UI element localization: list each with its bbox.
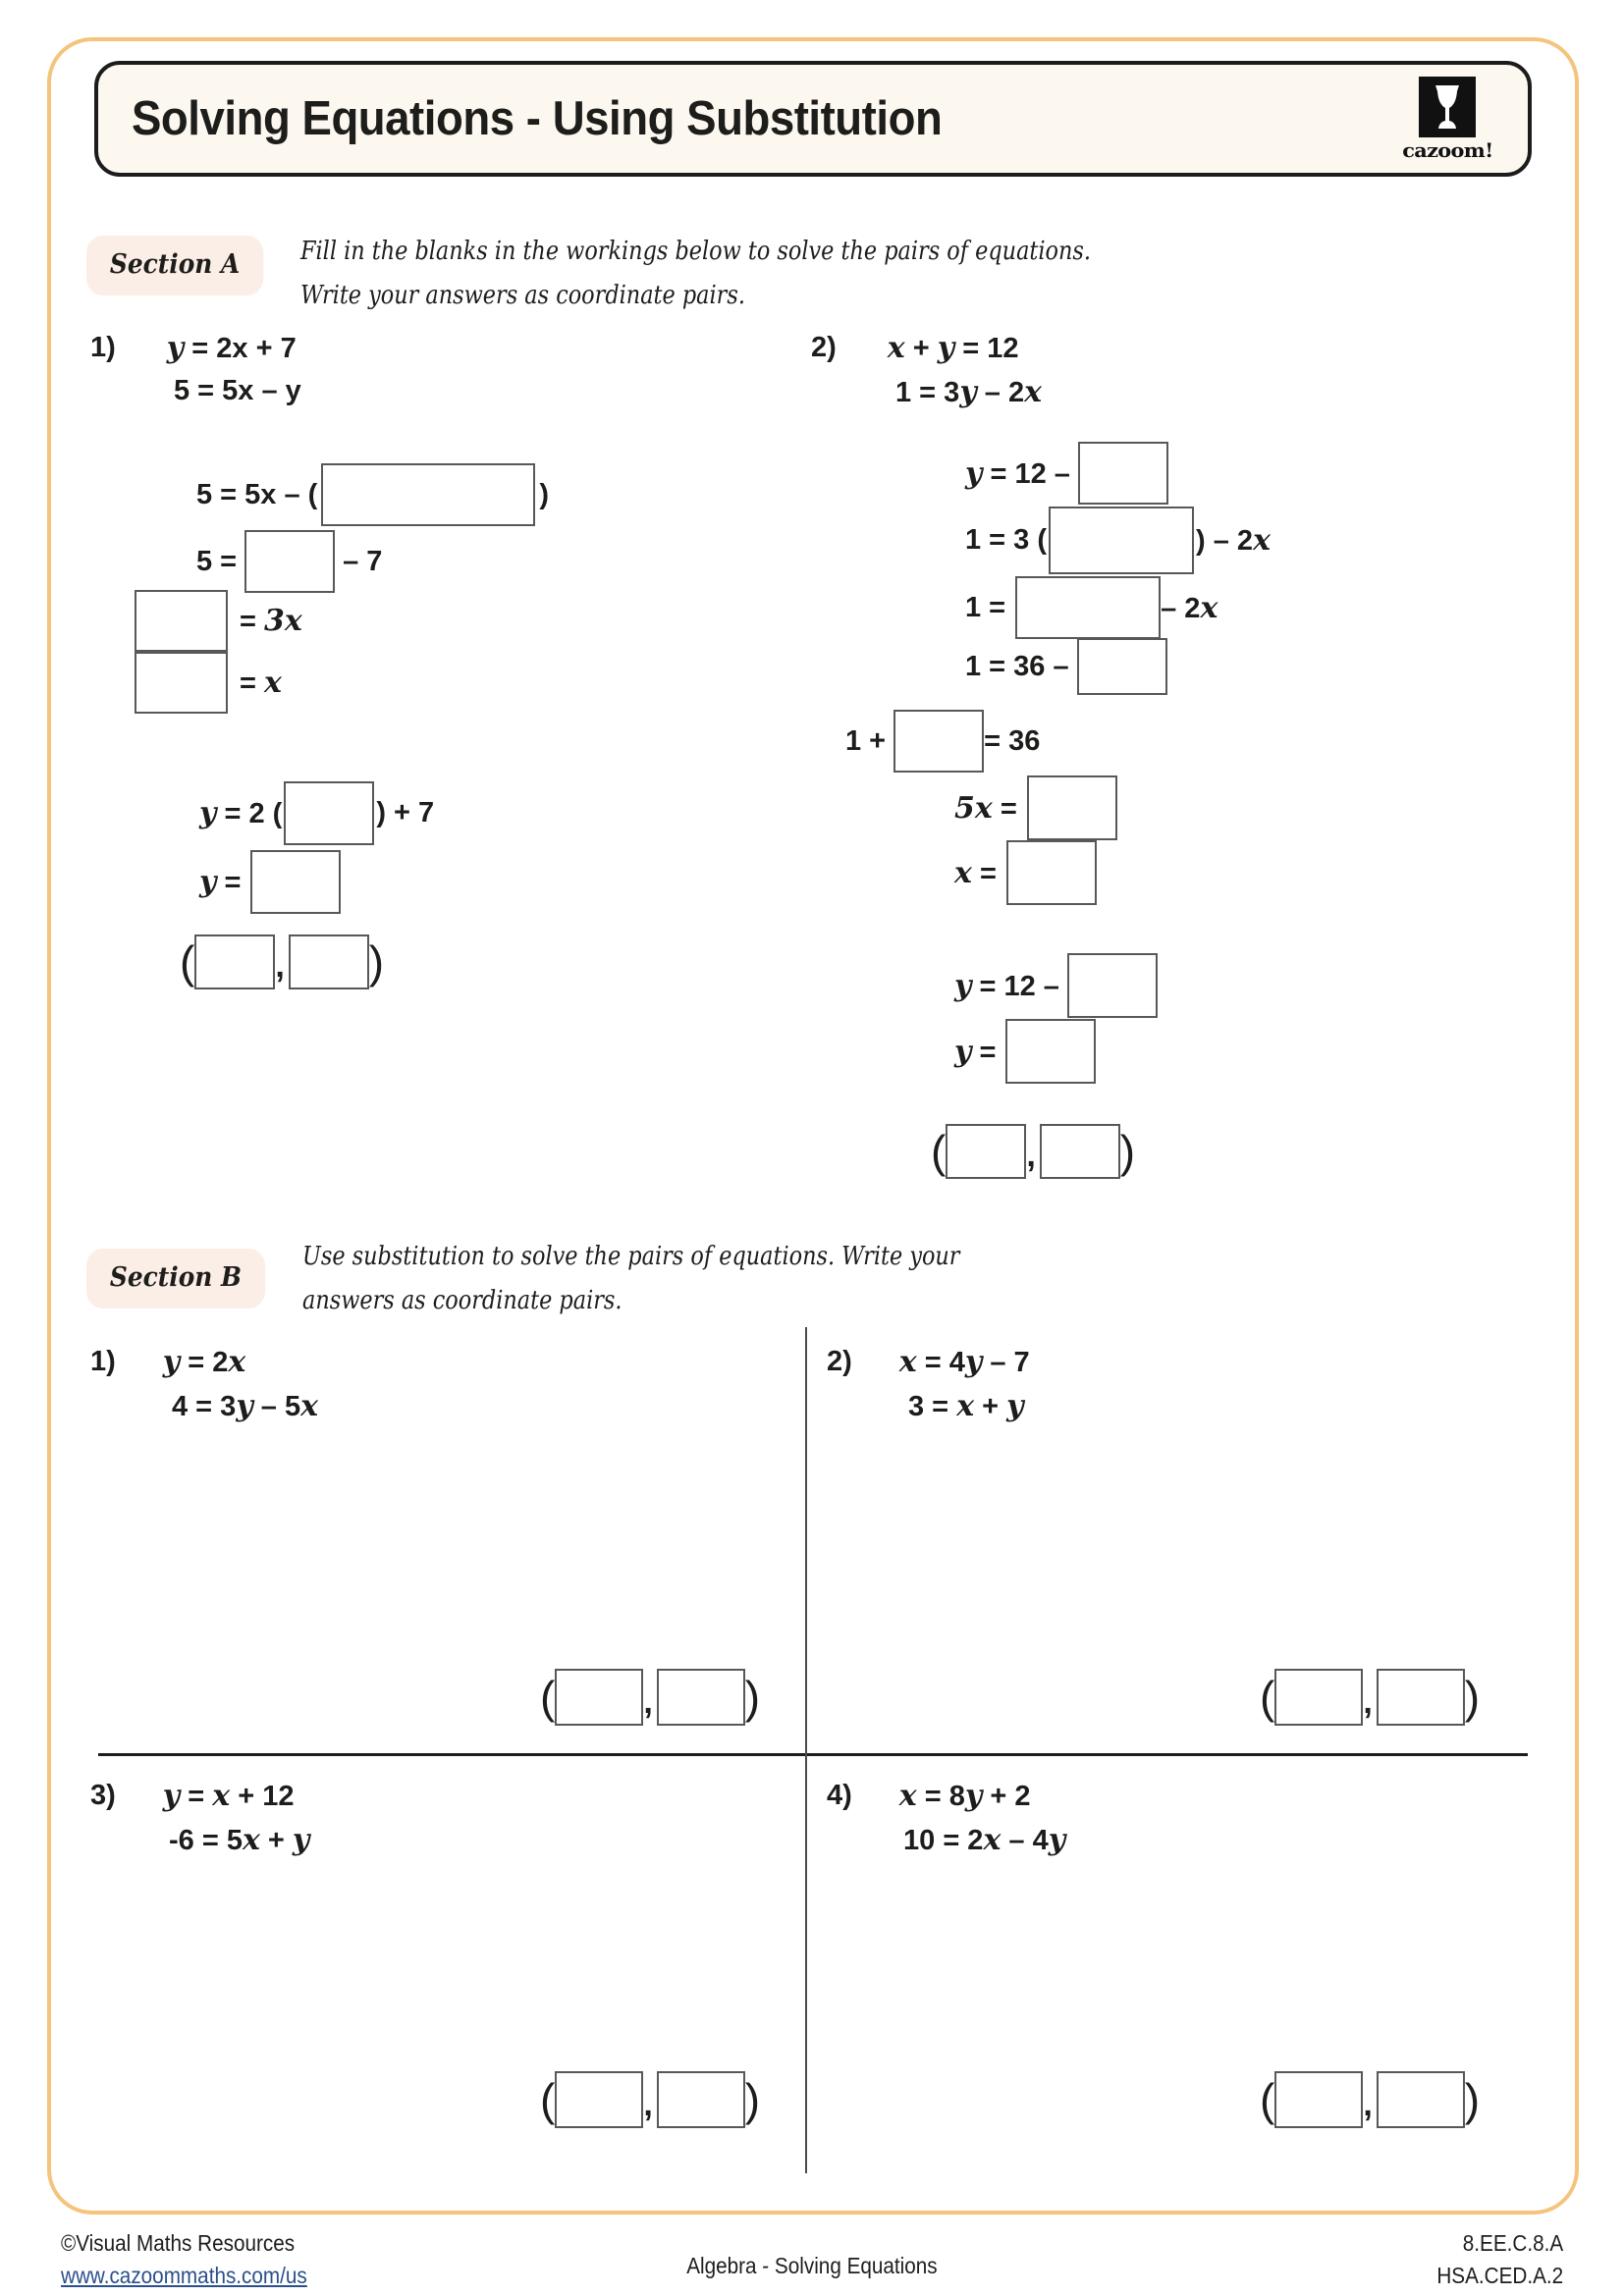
sectionB-q4-answer-comma: , <box>1363 2086 1373 2123</box>
sectionA-q2-step6-prefix: 5x = <box>954 790 1017 826</box>
sectionB-q1-number: 1) <box>90 1346 116 1377</box>
footer-right <box>1423 2230 1563 2289</box>
sectionA-q2-blank-2[interactable] <box>1049 507 1194 574</box>
sectionB-q2-answer-x[interactable] <box>1274 1669 1363 1726</box>
sectionA-q2-blank-6[interactable] <box>1027 775 1117 840</box>
sectionB-q4-paren-close: ) <box>1464 2073 1481 2125</box>
sectionB-q3-answer-pair <box>540 2071 760 2128</box>
sectionA-q1-equation-1: y = 2x + 7 <box>166 331 297 365</box>
sectionA-q1-step5-suffix: ) + 7 <box>376 797 435 828</box>
sectionB-q3-number: 3) <box>90 1780 116 1811</box>
sectionB-q1-answer-pair <box>540 1669 760 1726</box>
sectionA-q2-paren-open: ( <box>931 1125 947 1177</box>
sectionA-q2-answer-pair <box>931 1124 1135 1179</box>
sectionB-q3-answer-comma: , <box>643 2086 653 2123</box>
sectionA-q2-step7-prefix: x = <box>954 855 997 890</box>
section-b-header <box>86 1249 281 1308</box>
sectionB-q3-number-row <box>90 1779 295 1813</box>
sectionB-q1-paren-open: ( <box>540 1671 556 1723</box>
sectionA-q2-step4-prefix: 1 = 36 – <box>965 650 1069 682</box>
sectionA-q2-blank-4[interactable] <box>1077 638 1167 695</box>
sectionA-q2-step2-prefix: 1 = 3 ( <box>965 524 1048 556</box>
sectionB-q1-equation-1: y = 2x <box>162 1345 246 1379</box>
sectionA-q2-equation-2-row <box>895 375 1042 409</box>
sectionA-q1-blank-3[interactable] <box>135 590 228 652</box>
section-a-instruction-line-2: Write your answers as coordinate pairs. <box>300 280 745 310</box>
sectionB-q4-number-row <box>827 1779 1031 1813</box>
section-a-instructions <box>300 234 1219 314</box>
sectionA-q1-paren-close: ) <box>368 935 385 988</box>
sectionA-q1-step1-prefix: 5 = 5x – ( <box>196 478 318 510</box>
sectionB-q2-number-row <box>827 1345 1030 1379</box>
sectionA-q2-blank-5[interactable] <box>893 710 984 773</box>
sectionA-q1-step3-suffix: = 3x <box>240 604 302 638</box>
sectionB-q2-number: 2) <box>827 1346 852 1377</box>
sectionB-q4-equation-2-row <box>903 1823 1065 1857</box>
sectionB-q3-equation-2: -6 = 5x + y <box>169 1823 310 1857</box>
sectionB-q2-answer-y[interactable] <box>1377 1669 1465 1726</box>
sectionA-q2-step-3 <box>965 576 1218 639</box>
sectionA-q2-step-6 <box>954 775 1117 840</box>
sectionB-q1-equation-2: 4 = 3y – 5x <box>172 1389 319 1423</box>
footer-subject: Algebra - Solving Equations <box>686 2253 938 2278</box>
sectionB-q1-number-row <box>90 1345 245 1379</box>
sectionA-q2-answer-comma: , <box>1026 1137 1036 1174</box>
sectionA-q2-step3-prefix: 1 = <box>965 591 1006 623</box>
sectionA-q2-step2-suffix: ) – 2x <box>1196 523 1271 558</box>
sectionB-q4-equation-1: x = 8y + 2 <box>898 1779 1031 1813</box>
section-a-label: Section A <box>86 236 263 295</box>
sectionA-q1-blank-6[interactable] <box>250 850 341 914</box>
sectionB-q1-paren-close: ) <box>744 1671 761 1723</box>
sectionA-q2-step-1 <box>965 442 1168 505</box>
sectionA-q2-step5-prefix: 1 + <box>845 724 887 757</box>
sectionA-q1-number-row <box>90 331 297 365</box>
sectionA-q2-step-5 <box>845 710 1040 773</box>
sectionA-q1-answer-x[interactable] <box>194 934 275 989</box>
sectionB-q3-paren-close: ) <box>744 2073 761 2125</box>
sectionA-q2-step9-prefix: y = <box>954 1034 997 1069</box>
sectionB-q4-answer-x[interactable] <box>1274 2071 1363 2128</box>
sectionB-q2-paren-close: ) <box>1464 1671 1481 1723</box>
sectionA-q2-step8-prefix: y = 12 – <box>954 968 1059 1003</box>
sectionA-q1-step4-suffix: = x <box>240 666 282 700</box>
sectionA-q2-step-8 <box>954 953 1158 1018</box>
footer-website-link[interactable]: www.cazoommaths.com/us <box>61 2263 307 2288</box>
sectionA-q1-blank-1[interactable] <box>321 463 535 526</box>
sectionA-q1-step-1 <box>196 463 549 526</box>
sectionB-q3-equation-1: y = x + 12 <box>162 1779 295 1813</box>
sectionA-q2-blank-3[interactable] <box>1015 576 1161 639</box>
cazoom-logo <box>1392 77 1502 162</box>
sectionA-q1-paren-open: ( <box>180 935 195 988</box>
sectionB-q1-equation-2-row <box>172 1389 318 1423</box>
sectionA-q1-step-3 <box>135 590 302 652</box>
sectionA-q1-step-4 <box>135 652 282 714</box>
sectionA-q2-paren-close: ) <box>1119 1125 1136 1177</box>
footer-standard-code-2: HSA.CED.A.2 <box>1436 2263 1563 2288</box>
sectionA-q2-answer-x[interactable] <box>946 1124 1026 1179</box>
worksheet-title-bar <box>94 61 1532 177</box>
section-b-label: Section B <box>86 1249 265 1308</box>
sectionA-q2-number-row <box>811 331 1019 365</box>
sectionB-q4-number: 4) <box>827 1780 852 1811</box>
sectionB-q2-answer-pair <box>1260 1669 1480 1726</box>
sectionA-q1-step6-prefix: y = <box>199 865 242 899</box>
sectionB-q2-equation-2-row <box>908 1389 1024 1423</box>
sectionA-q1-step5-prefix: y = 2 ( <box>199 796 283 830</box>
sectionA-q1-equation-2-row <box>174 375 301 407</box>
section-b-instructions <box>302 1239 1067 1319</box>
sectionB-q2-equation-1: x = 4y – 7 <box>898 1345 1030 1379</box>
sectionA-q1-blank-2[interactable] <box>244 530 335 593</box>
section-a-header <box>86 236 279 295</box>
sectionA-q2-equation-1: x + y = 12 <box>887 331 1019 365</box>
sectionA-q1-blank-4[interactable] <box>135 652 228 714</box>
section-b-horizontal-divider <box>98 1753 1528 1756</box>
sectionA-q1-answer-comma: , <box>275 947 285 985</box>
sectionA-q2-step-7 <box>954 840 1097 905</box>
sectionA-q2-equation-2: 1 = 3y – 2x <box>895 375 1043 409</box>
sectionA-q1-blank-5[interactable] <box>284 781 374 845</box>
sectionA-q2-number: 2) <box>811 332 837 363</box>
sectionB-q2-paren-open: ( <box>1260 1671 1275 1723</box>
sectionA-q2-blank-7[interactable] <box>1006 840 1097 905</box>
sectionB-q3-answer-y[interactable] <box>657 2071 745 2128</box>
page-title: Solving Equations - Using Substitution <box>132 92 943 145</box>
sectionA-q2-step5-suffix: = 36 <box>984 724 1041 757</box>
sectionA-q1-equation-2: 5 = 5x – y <box>174 375 301 406</box>
sectionB-q1-answer-comma: , <box>643 1683 653 1721</box>
cazoom-wordmark: cazoom! <box>1401 137 1493 162</box>
sectionA-q1-step2-suffix: – 7 <box>343 545 383 577</box>
sectionA-q2-step1-prefix: y = 12 – <box>965 455 1070 491</box>
sectionB-q4-answer-pair <box>1260 2071 1480 2128</box>
sectionA-q2-blank-1[interactable] <box>1078 442 1168 505</box>
sectionB-q2-equation-2: 3 = x + y <box>908 1389 1024 1423</box>
sectionA-q2-step3-suffix: – 2x <box>1161 590 1218 625</box>
sectionA-q1-answer-pair <box>180 934 384 989</box>
sectionA-q1-answer-y[interactable] <box>289 934 369 989</box>
sectionA-q1-step-5 <box>199 781 434 845</box>
section-a-instruction-line-1: Fill in the blanks in the workings below to solve the pairs of equations. <box>300 237 1091 266</box>
footer-center <box>0 2253 1624 2279</box>
footer-standard-code-1: 8.EE.C.8.A <box>1462 2230 1563 2256</box>
section-b-instruction-line-1: Use substitution to solve the pairs of equations. Write your <box>302 1242 960 1271</box>
goblet-icon <box>1419 77 1476 137</box>
sectionB-q4-equation-2: 10 = 2x – 4y <box>903 1823 1066 1857</box>
sectionB-q2-answer-comma: , <box>1363 1683 1373 1721</box>
sectionA-q1-step-2 <box>196 530 382 593</box>
sectionB-q1-answer-x[interactable] <box>555 1669 643 1726</box>
sectionA-q1-step-6 <box>199 850 341 914</box>
sectionB-q3-equation-2-row <box>169 1823 309 1857</box>
sectionB-q3-paren-open: ( <box>540 2073 556 2125</box>
sectionA-q1-step1-suffix: ) <box>539 478 550 510</box>
sectionA-q2-step-2 <box>965 507 1271 574</box>
goblet-glyph <box>1431 82 1464 132</box>
sectionB-q4-answer-y[interactable] <box>1377 2071 1465 2128</box>
sectionA-q2-answer-y[interactable] <box>1040 1124 1120 1179</box>
sectionB-q4-paren-open: ( <box>1260 2073 1275 2125</box>
sectionB-q3-answer-x[interactable] <box>555 2071 643 2128</box>
footer-copyright: ©Visual Maths Resources <box>61 2230 296 2256</box>
sectionA-q2-blank-8[interactable] <box>1067 953 1158 1018</box>
sectionA-q1-number: 1) <box>90 332 116 363</box>
sectionA-q2-step-9 <box>954 1019 1096 1084</box>
section-b-instruction-line-2: answers as coordinate pairs. <box>302 1285 623 1315</box>
sectionA-q1-step2-prefix: 5 = <box>196 545 238 577</box>
section-b-vertical-divider <box>805 1327 807 2173</box>
sectionB-q1-answer-y[interactable] <box>657 1669 745 1726</box>
sectionA-q2-step-4 <box>965 638 1167 695</box>
sectionA-q2-blank-9[interactable] <box>1005 1019 1096 1084</box>
